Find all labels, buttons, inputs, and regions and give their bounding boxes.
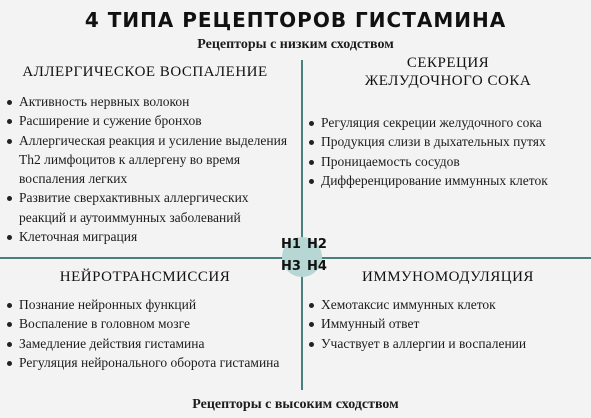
list-item: Хемотаксис иммунных клеток [307,295,591,314]
list-item: Воспаление в головном мозге [5,314,293,333]
list-item: Расширение и сужение бронхов [5,111,293,130]
vertical-divider [301,60,303,390]
subtitle-high-affinity: Рецепторы с высоким сходством [192,397,399,412]
heading-immunomodulation: ИММУНОМОДУЛЯЦИЯ [362,269,534,285]
list-item: Познание нейронных функций [5,295,293,314]
list-item: Замедление действия гистамина [5,334,293,353]
heading-line: СЕКРЕЦИЯ [406,55,490,71]
list-gastric-secretion [307,113,591,190]
list-item: Продукция слизи в дыхательных путях [307,132,591,151]
heading-line: ЖЕЛУДОЧНОГО СОКА [364,73,532,89]
label-h4: H4 [307,259,327,274]
list-item: Аллергическая реакция и усиление выделения Th2 лимфоцитов к аллергену во время воспаления легких [5,131,293,189]
list-neurotransmission [5,295,293,372]
page-title: 4 ТИПА РЕЦЕПТОРОВ ГИСТАМИНА [84,8,507,32]
list-item: Участвует в аллергии и воспалении [307,334,591,353]
heading-gastric-secretion [305,54,591,90]
list-item: Развитие сверхактивных аллергических реакций и аутоиммунных заболеваний [5,188,293,227]
list-item: Дифференцирование иммунных клеток [307,171,591,190]
list-item: Иммунный ответ [307,314,591,333]
heading-neurotransmission: НЕЙРОТРАНСМИССИЯ [59,269,231,285]
subtitle-low-affinity: Рецепторы с низким сходством [197,37,394,52]
heading-allergic-inflammation: АЛЛЕРГИЧЕСКОЕ ВОСПАЛЕНИЕ [22,64,268,80]
list-item: Активность нервных волокон [5,92,293,111]
list-item: Клеточная миграция [5,227,293,246]
label-h3: H3 [281,259,301,274]
list-allergic-inflammation [5,92,293,246]
list-item: Проницаемость сосудов [307,152,591,171]
list-item: Регуляция секреции желудочного сока [307,113,591,132]
label-h1: H1 [281,237,301,252]
label-h2: H2 [307,237,327,252]
list-immunomodulation [307,295,591,353]
list-item: Регуляция нейронального оборота гистамина [5,353,293,372]
